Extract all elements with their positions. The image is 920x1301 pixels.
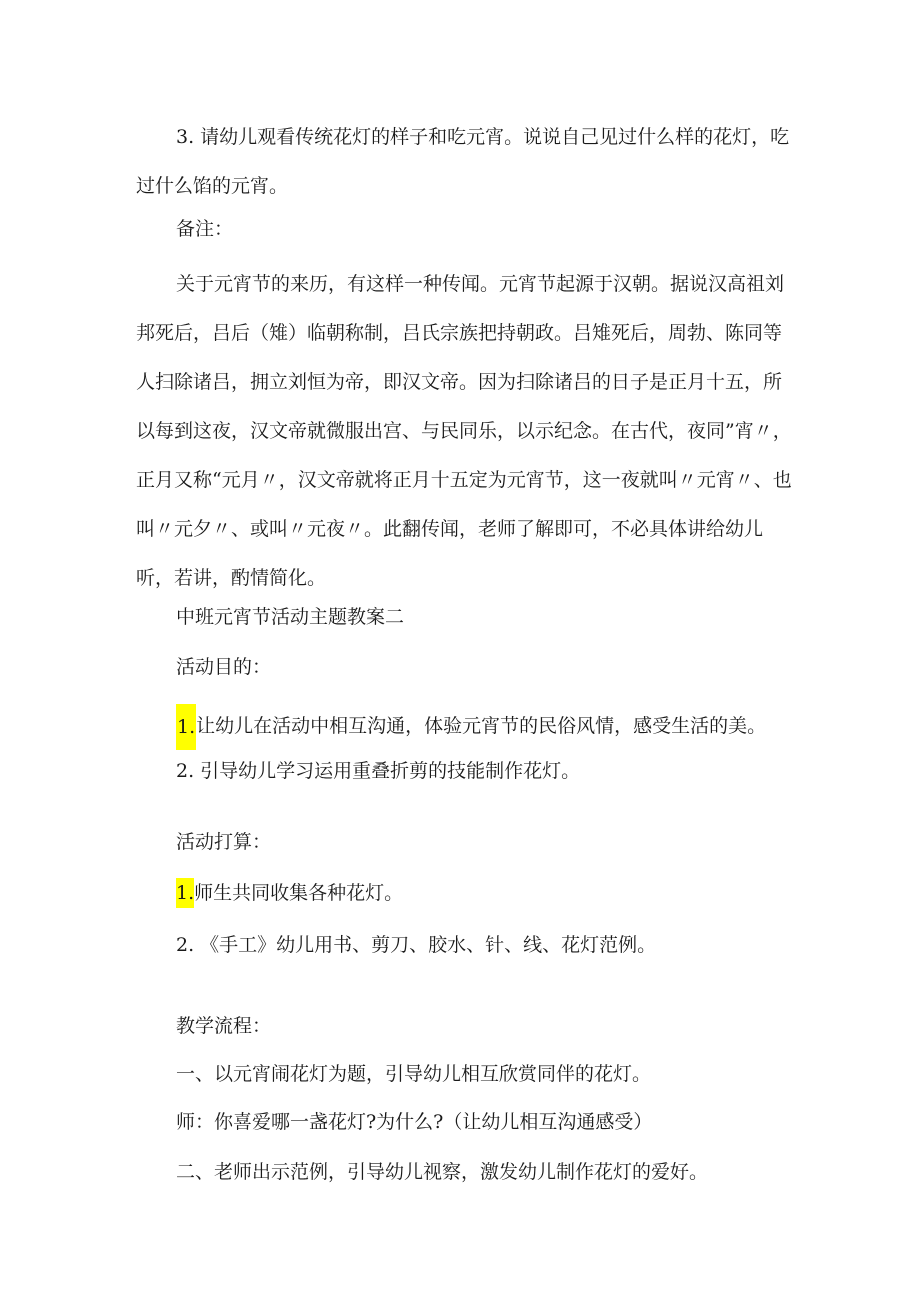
prep-label: 活动打算： bbox=[176, 831, 272, 853]
paragraph-origin: 关于元宵节的来历，有这样一种传闻。元宵节起源于汉朝。据说汉高祖刘邦死后，吕后（雉）临朝称制，吕氏宗族把持朝政。吕雉死后，周勃、陈同等人扫除诸吕，拥立刘恒为帝，即汉文帝。因为扫除诸吕的日子是正月十五，所以每到这夜，汉文帝就微服出宫、与民同乐，以示纪念。在古代，夜同”宵〃，正月又称“元月〃，汉文帝就将正月十五定为元宵节，这一夜就叫〃元宵〃、也叫〃元夕〃、或叫〃元夜〃。此翻传闻，老师了解即可，不必具体讲给幼儿听，若讲，酌情简化。 bbox=[136, 273, 792, 589]
goal-item-1 bbox=[176, 704, 766, 750]
prep-item-2: 2. 《手工》幼儿用书、剪刀、胶水、针、线、花灯范例。 bbox=[176, 934, 657, 956]
prep-1-text: 师生共同收集各种花灯。 bbox=[194, 882, 404, 904]
plan2-title: 中班元宵节活动主题教案二 bbox=[176, 606, 405, 628]
goal-1-text: 让幼儿在活动中相互沟通，体验元宵节的民俗风情，感受生活的美。 bbox=[196, 715, 767, 737]
prep-item-1 bbox=[176, 878, 403, 908]
paragraph-step3: 3. 请幼儿观看传统花灯的样子和吃元宵。说说自己见过什么样的花灯，吃过什么馅的元宵。 bbox=[136, 126, 790, 197]
goals-label: 活动目的： bbox=[176, 656, 272, 678]
goal-1-number-highlight: 1. bbox=[176, 704, 196, 750]
note-label: 备注： bbox=[176, 218, 234, 240]
goal-item-2: 2. 引导幼儿学习运用重叠折剪的技能制作花灯。 bbox=[176, 760, 581, 782]
flow-step-1-teacher: 师：你喜爱哪一盏花灯?为什么?（让幼儿相互沟通感受） bbox=[176, 1111, 653, 1133]
flow-label: 教学流程： bbox=[176, 1015, 272, 1037]
flow-step-1: 一、以元宵闹花灯为题，引导幼儿相互欣赏同伴的花灯。 bbox=[176, 1063, 652, 1085]
prep-1-number-highlight: 1. bbox=[176, 878, 194, 908]
flow-step-2: 二、老师出示范例，引导幼儿视察，激发幼儿制作花灯的爱好。 bbox=[176, 1161, 709, 1183]
